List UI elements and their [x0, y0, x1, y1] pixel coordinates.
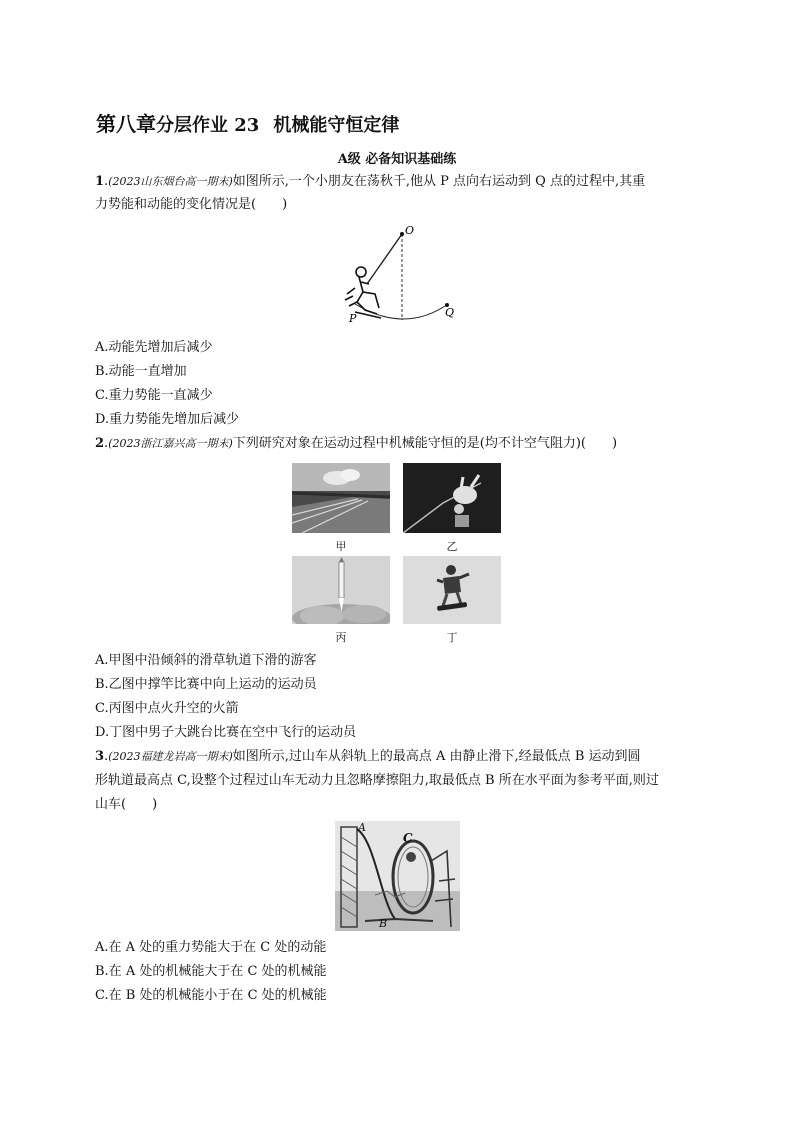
- q3-stem-line2: 形轨道最高点 C,设整个过程过山车无动力且忽略摩擦阻力,取最低点 B 所在水平面为参考平面,则过: [95, 773, 659, 788]
- q3-number: 3: [95, 749, 105, 764]
- label-q: Q: [445, 306, 455, 319]
- q2-option-d: D.丁图中男子大跳台比赛在空中飞行的运动员: [95, 725, 357, 740]
- q3-source: (2023福建龙岩高一期末): [108, 750, 233, 763]
- photo-rocket-launch: [292, 556, 390, 624]
- label-c: C: [403, 831, 413, 845]
- q3-stem-line3: 山车( ): [95, 797, 158, 812]
- chapter-label: 第八章: [96, 112, 156, 136]
- q2-option-a: A.甲图中沿倾斜的滑草轨道下滑的游客: [95, 653, 317, 668]
- q3-stem-text: 如图所示,过山车从斜轨上的最高点 A 由静止滑下,经最低点 B 运动到圆: [232, 749, 641, 764]
- q2-option-c: C.丙图中点火升空的火箭: [95, 701, 239, 716]
- caption-yi: 乙: [446, 540, 458, 553]
- q3-option-a: A.在 A 处的重力势能大于在 C 处的动能: [95, 940, 327, 955]
- q1-option-b: B.动能一直增加: [95, 364, 187, 379]
- label-o: O: [405, 224, 415, 237]
- q1-number: 1: [95, 174, 105, 189]
- series-label: 分层作业 23: [156, 115, 260, 136]
- caption-jia: 甲: [335, 540, 347, 553]
- q3-option-b: B.在 A 处的机械能大于在 C 处的机械能: [95, 964, 327, 979]
- q1-option-c: C.重力势能一直减少: [95, 388, 213, 403]
- q2-number: 2: [95, 436, 105, 451]
- q3-stem-line1: 3.(2023福建龙岩高一期末)如图所示,过山车从斜轨上的最高点 A 由静止滑下,经最低点 B 运动到圆: [95, 749, 641, 764]
- pivot-point: [400, 232, 404, 236]
- q1-stem-line2: 力势能和动能的变化情况是( ): [95, 197, 288, 212]
- photo-roller-coaster: [335, 821, 460, 931]
- q1-stem-text: 如图所示,一个小朋友在荡秋千,他从 P 点向右运动到 Q 点的过程中,其重: [232, 174, 646, 189]
- q1-option-d: D.重力势能先增加后减少: [95, 412, 240, 427]
- swing-rope: [367, 234, 402, 284]
- q2-stem-text: 下列研究对象在运动过程中机械能守恒的是(均不计空气阻力)( ): [232, 436, 618, 451]
- q1-source: (2023山东烟台高一期末): [108, 175, 233, 188]
- page-title: [96, 108, 399, 137]
- label-p: P: [349, 312, 357, 325]
- topic-label: 机械能守恒定律: [273, 115, 400, 136]
- photo-big-air-jump: [403, 556, 501, 624]
- caption-bing: 丙: [335, 631, 347, 644]
- q1-stem-line1: 1.(2023山东烟台高一期末)如图所示,一个小朋友在荡秋千,他从 P 点向右运动到 Q 点的过程中,其重: [95, 174, 646, 189]
- q2-stem: 2.(2023浙江嘉兴高一期末)下列研究对象在运动过程中机械能守恒的是(均不计空气阻力)( ): [95, 436, 618, 451]
- section-title: A级 必备知识基础练: [337, 152, 457, 167]
- q3-option-c: C.在 B 处的机械能小于在 C 处的机械能: [95, 988, 327, 1003]
- q2-source: (2023浙江嘉兴高一期末): [108, 437, 233, 450]
- q1-option-a: A.动能先增加后减少: [95, 340, 213, 355]
- label-b: B: [379, 917, 388, 930]
- q2-option-b: B.乙图中撑竿比赛中向上运动的运动员: [95, 677, 317, 692]
- photo-pole-vault: [403, 463, 501, 533]
- swing-figure: [335, 222, 465, 326]
- caption-ding: 丁: [446, 631, 458, 644]
- child-on-swing-icon: [345, 267, 381, 318]
- label-a: A: [358, 821, 366, 834]
- photo-grass-slide: [292, 463, 390, 533]
